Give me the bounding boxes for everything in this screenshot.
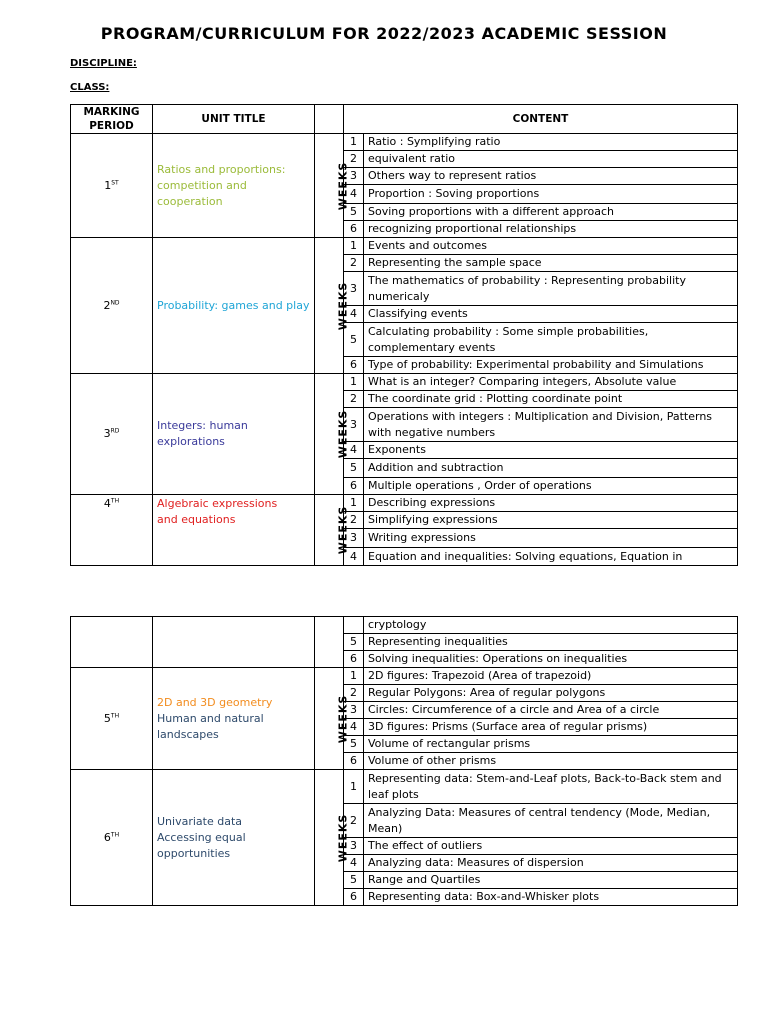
week-number: 5 bbox=[344, 872, 364, 889]
content-cell: Equation and inequalities: Solving equations, Equation in bbox=[364, 548, 738, 566]
marking-period bbox=[71, 770, 153, 906]
weeks-text: WEEKS bbox=[336, 694, 350, 743]
week-number: 6 bbox=[344, 889, 364, 906]
week-number: 1 bbox=[344, 134, 364, 151]
content-cell: equivalent ratio bbox=[364, 151, 738, 168]
period-number: 1 bbox=[104, 178, 112, 192]
content-cell: Operations with integers : Multiplication and Division, Patterns with negative numbers bbox=[364, 408, 738, 442]
unit-title bbox=[153, 495, 315, 566]
weeks-label bbox=[315, 134, 350, 238]
week-number: 6 bbox=[344, 753, 364, 770]
content-cell: Addition and subtraction bbox=[364, 459, 738, 478]
content-cell: Volume of rectangular prisms bbox=[364, 736, 738, 753]
weeks-text: WEEKS bbox=[336, 409, 350, 459]
header-blank bbox=[315, 105, 344, 134]
content-cell: The coordinate grid : Plotting coordinate point bbox=[364, 391, 738, 408]
table-row bbox=[71, 617, 738, 634]
weeks-label bbox=[315, 238, 350, 374]
weeks-text: WEEKS bbox=[336, 281, 350, 330]
content-cell: The mathematics of probability : Representing probability numericaly bbox=[364, 272, 738, 306]
content-cell: What is an integer? Comparing integers, Absolute value bbox=[364, 374, 738, 391]
week-number: 4 bbox=[344, 855, 364, 872]
week-number: 3 bbox=[344, 702, 364, 719]
content-cell: Regular Polygons: Area of regular polygons bbox=[364, 685, 738, 702]
content-cell: Range and Quartiles bbox=[364, 872, 738, 889]
period-number: 4 bbox=[103, 497, 111, 510]
weeks-label bbox=[315, 495, 350, 566]
week-number: 2 bbox=[344, 685, 364, 702]
content-cell: Multiple operations , Order of operations bbox=[364, 478, 738, 495]
weeks-text: WEEKS bbox=[336, 505, 350, 555]
week-number: 2 bbox=[344, 151, 364, 168]
period-suffix: ND bbox=[110, 298, 120, 306]
period-suffix: TH bbox=[110, 830, 120, 838]
content-cell: Events and outcomes bbox=[364, 238, 738, 255]
page-title: PROGRAM/CURRICULUM FOR 2022/2023 ACADEMIC SESSION bbox=[100, 24, 668, 43]
table-row bbox=[71, 495, 738, 512]
content-cell: Calculating probability : Some simple probabilities, complementary events bbox=[364, 323, 738, 357]
weeks-text: WEEKS bbox=[336, 161, 350, 210]
content-cell: Analyzing data: Measures of dispersion bbox=[364, 855, 738, 872]
unit-title-line: Algebraic expressions bbox=[157, 497, 278, 510]
week-number: 1 bbox=[344, 238, 364, 255]
curriculum-table-2 bbox=[70, 616, 738, 906]
marking-period bbox=[71, 495, 153, 566]
unit-title-line: Accessing equal opportunities bbox=[157, 830, 246, 860]
unit-title bbox=[153, 770, 315, 906]
content-cell: Writing expressions bbox=[364, 529, 738, 548]
week-number: 5 bbox=[344, 459, 364, 478]
content-cell: Exponents bbox=[364, 442, 738, 459]
table-row bbox=[71, 668, 738, 685]
unit-title-line: Human and natural landscapes bbox=[157, 711, 264, 741]
week-number: 6 bbox=[344, 221, 364, 238]
period-suffix: RD bbox=[110, 427, 120, 435]
week-number: 5 bbox=[344, 204, 364, 221]
header-content: CONTENT bbox=[344, 105, 738, 134]
week-number: 3 bbox=[344, 272, 364, 306]
week-number: 3 bbox=[344, 168, 364, 185]
week-number: 4 bbox=[344, 442, 364, 459]
week-number: 3 bbox=[344, 529, 364, 548]
week-number: 5 bbox=[344, 736, 364, 753]
content-cell: Representing the sample space bbox=[364, 255, 738, 272]
period-number: 3 bbox=[103, 427, 111, 440]
week-number: 5 bbox=[344, 634, 364, 651]
marking-period bbox=[71, 668, 153, 770]
week-number: 1 bbox=[344, 374, 364, 391]
class-label: CLASS: bbox=[70, 82, 110, 93]
unit-title bbox=[153, 668, 315, 770]
content-cell: Circles: Circumference of a circle and Area of a circle bbox=[364, 702, 738, 719]
weeks-text: WEEKS bbox=[336, 813, 350, 862]
table-row bbox=[71, 134, 738, 151]
header-marking-period: MARKING PERIOD bbox=[71, 105, 153, 134]
period-suffix: ST bbox=[111, 178, 119, 186]
content-cell: Analyzing Data: Measures of central tendency (Mode, Median, Mean) bbox=[364, 804, 738, 838]
week-number: 3 bbox=[344, 838, 364, 855]
header-unit-title: UNIT TITLE bbox=[153, 105, 315, 134]
weeks-label bbox=[315, 374, 350, 495]
period-number: 6 bbox=[103, 830, 111, 844]
unit-title-line: 2D and 3D geometry bbox=[157, 695, 273, 709]
unit-title-line: Univariate data bbox=[157, 814, 243, 828]
week-number: 4 bbox=[344, 548, 364, 566]
content-cell: 2D figures: Trapezoid (Area of trapezoid) bbox=[364, 668, 738, 685]
table-row bbox=[71, 374, 738, 391]
unit-title: Ratios and proportions: competition and cooperation bbox=[153, 134, 315, 238]
content-cell: Representing data: Box-and-Whisker plots bbox=[364, 889, 738, 906]
table-row bbox=[71, 238, 738, 255]
week-number: 4 bbox=[344, 719, 364, 736]
week-number: 1 bbox=[344, 668, 364, 685]
period-number: 2 bbox=[103, 298, 111, 312]
content-cell: Soving proportions with a different approach bbox=[364, 204, 738, 221]
content-cell: Type of probability: Experimental probability and Simulations bbox=[364, 357, 738, 374]
marking-period bbox=[71, 134, 153, 238]
content-cell: cryptology bbox=[364, 617, 738, 634]
table-row bbox=[71, 770, 738, 804]
week-number: 2 bbox=[344, 804, 364, 838]
content-cell: Representing inequalities bbox=[364, 634, 738, 651]
unit-title-line: and equations bbox=[157, 513, 236, 526]
unit-title: Probability: games and play bbox=[153, 238, 315, 374]
week-number: 6 bbox=[344, 478, 364, 495]
week-number bbox=[344, 617, 364, 634]
period-number: 5 bbox=[103, 711, 111, 725]
discipline-label: DISCIPLINE: bbox=[70, 58, 137, 69]
unit-title-empty bbox=[153, 617, 315, 668]
marking-period bbox=[71, 238, 153, 374]
week-number: 5 bbox=[344, 323, 364, 357]
marking-period-empty bbox=[71, 617, 153, 668]
content-cell: 3D figures: Prisms (Surface area of regular prisms) bbox=[364, 719, 738, 736]
content-cell: Others way to represent ratios bbox=[364, 168, 738, 185]
content-cell: Ratio : Symplifying ratio bbox=[364, 134, 738, 151]
weeks-label bbox=[315, 770, 350, 906]
curriculum-table-1 bbox=[70, 104, 738, 566]
content-cell: Classifying events bbox=[364, 306, 738, 323]
period-suffix: TH bbox=[110, 711, 120, 719]
content-cell: Solving inequalities: Operations on inequalities bbox=[364, 651, 738, 668]
week-number: 2 bbox=[344, 512, 364, 529]
content-cell: recognizing proportional relationships bbox=[364, 221, 738, 238]
week-number: 6 bbox=[344, 651, 364, 668]
weeks-label bbox=[315, 668, 350, 770]
content-cell: Volume of other prisms bbox=[364, 753, 738, 770]
content-cell: The effect of outliers bbox=[364, 838, 738, 855]
week-number: 2 bbox=[344, 255, 364, 272]
week-number: 4 bbox=[344, 306, 364, 323]
period-suffix: TH bbox=[110, 497, 120, 505]
weeks-empty bbox=[315, 617, 344, 668]
content-cell: Proportion : Soving proportions bbox=[364, 185, 738, 204]
unit-title: Integers: human explorations bbox=[153, 374, 315, 495]
marking-period bbox=[71, 374, 153, 495]
content-cell: Describing expressions bbox=[364, 495, 738, 512]
week-number: 3 bbox=[344, 408, 364, 442]
week-number: 1 bbox=[344, 770, 364, 804]
content-cell: Representing data: Stem-and-Leaf plots, Back-to-Back stem and leaf plots bbox=[364, 770, 738, 804]
week-number: 2 bbox=[344, 391, 364, 408]
week-number: 1 bbox=[344, 495, 364, 512]
week-number: 6 bbox=[344, 357, 364, 374]
week-number: 4 bbox=[344, 185, 364, 204]
content-cell: Simplifying expressions bbox=[364, 512, 738, 529]
